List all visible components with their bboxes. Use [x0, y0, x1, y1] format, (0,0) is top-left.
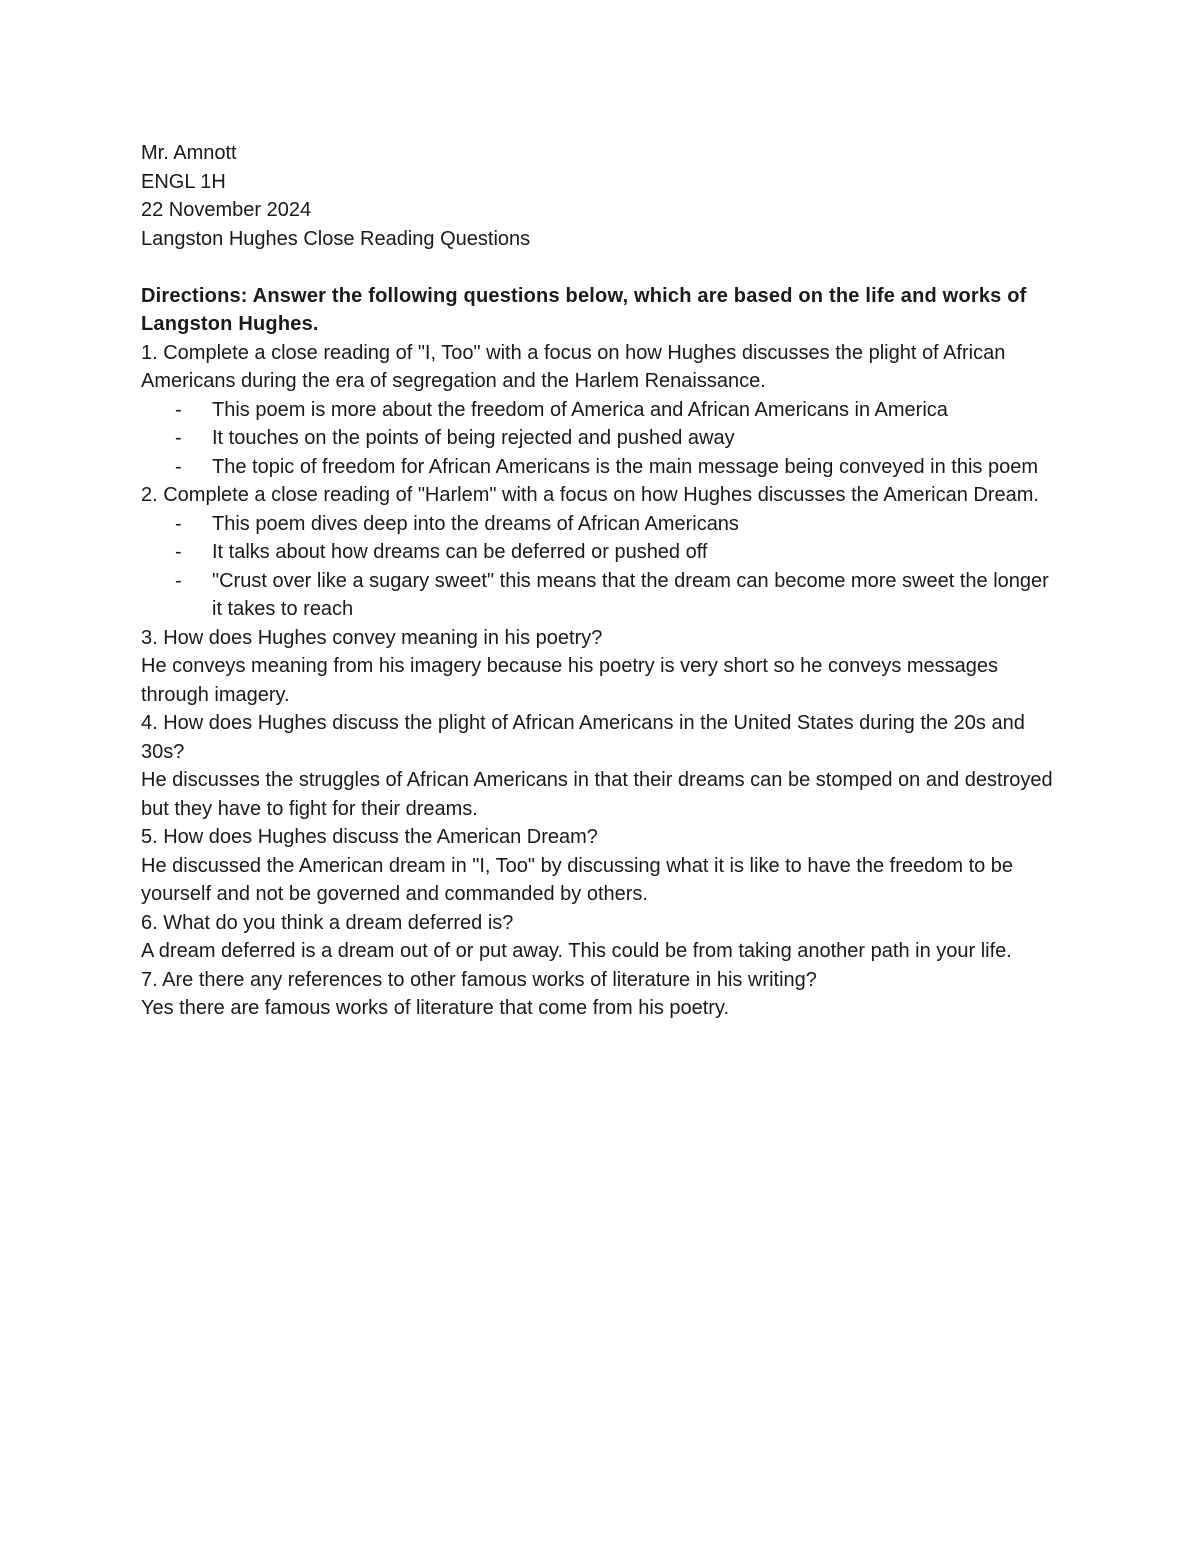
bullet-dash: - [175, 541, 182, 563]
list-item [175, 510, 1061, 539]
bullet-dash: - [175, 427, 182, 449]
bullet-dash: - [175, 398, 182, 421]
bullet-dash: - [175, 569, 182, 592]
bullet-dash: - [175, 455, 182, 478]
list-item [175, 567, 1061, 624]
document-title: Langston Hughes Close Reading Questions [141, 227, 531, 250]
list-item [175, 453, 1061, 482]
bullet-text: The topic of freedom for African Americans is the main message being conveyed in this poem [212, 455, 1038, 478]
question-6: 6. What do you think a dream deferred is? [141, 911, 514, 934]
directions: Directions: Answer the following questions below, which are based on the life and works of Langston Hughes. [141, 284, 1027, 335]
answer-4: He discusses the struggles of African Americans in that their dreams can be stomped on and destroyed but they have to fight for their dreams. [141, 769, 1053, 820]
list-item [175, 538, 1061, 567]
course-code: ENGL 1H [141, 170, 226, 193]
teacher-name: Mr. Amnott [141, 142, 237, 164]
question-3: 3. How does Hughes convey meaning in his poetry? [141, 626, 603, 649]
bullet-text: It touches on the points of being rejected and pushed away [212, 427, 735, 449]
question-4: 4. How does Hughes discuss the plight of African Americans in the United States during the 20s and 30s? [141, 712, 1025, 763]
question-2: 2. Complete a close reading of "Harlem" with a focus on how Hughes discusses the American Dream. [141, 484, 1039, 506]
spacer [141, 253, 1061, 282]
list-item [175, 424, 1061, 453]
answer-5: He discussed the American dream in "I, Too" by discussing what it is like to have the freedom to be yourself and not be governed and commanded by others. [141, 854, 1014, 905]
question-1: 1. Complete a close reading of "I, Too" with a focus on how Hughes discusses the plight of African Americans during the era of segregation and the Harlem Renaissance. [141, 341, 1006, 392]
document-date: 22 November 2024 [141, 199, 312, 221]
bullet-text: This poem is more about the freedom of America and African Americans in America [212, 398, 948, 421]
question-7: 7. Are there any references to other famous works of literature in his writing? [141, 968, 817, 991]
answer-7: Yes there are famous works of literature that come from his poetry. [141, 997, 730, 1019]
bullet-text: It talks about how dreams can be deferred or pushed off [212, 541, 708, 563]
answer-6: A dream deferred is a dream out of or put away. This could be from taking another path in your life. [141, 940, 1012, 962]
bullet-dash: - [175, 512, 182, 535]
bullet-text: This poem dives deep into the dreams of African Americans [212, 512, 739, 535]
question-2-bullets [141, 510, 1061, 624]
question-5: 5. How does Hughes discuss the American Dream? [141, 826, 598, 848]
document-page [141, 139, 1061, 1023]
question-1-bullets [141, 396, 1061, 482]
answer-3: He conveys meaning from his imagery because his poetry is very short so he conveys messages through imagery. [141, 655, 999, 706]
list-item [175, 396, 1061, 425]
bullet-text: "Crust over like a sugary sweet" this means that the dream can become more sweet the longer it takes to reach [212, 569, 1049, 620]
